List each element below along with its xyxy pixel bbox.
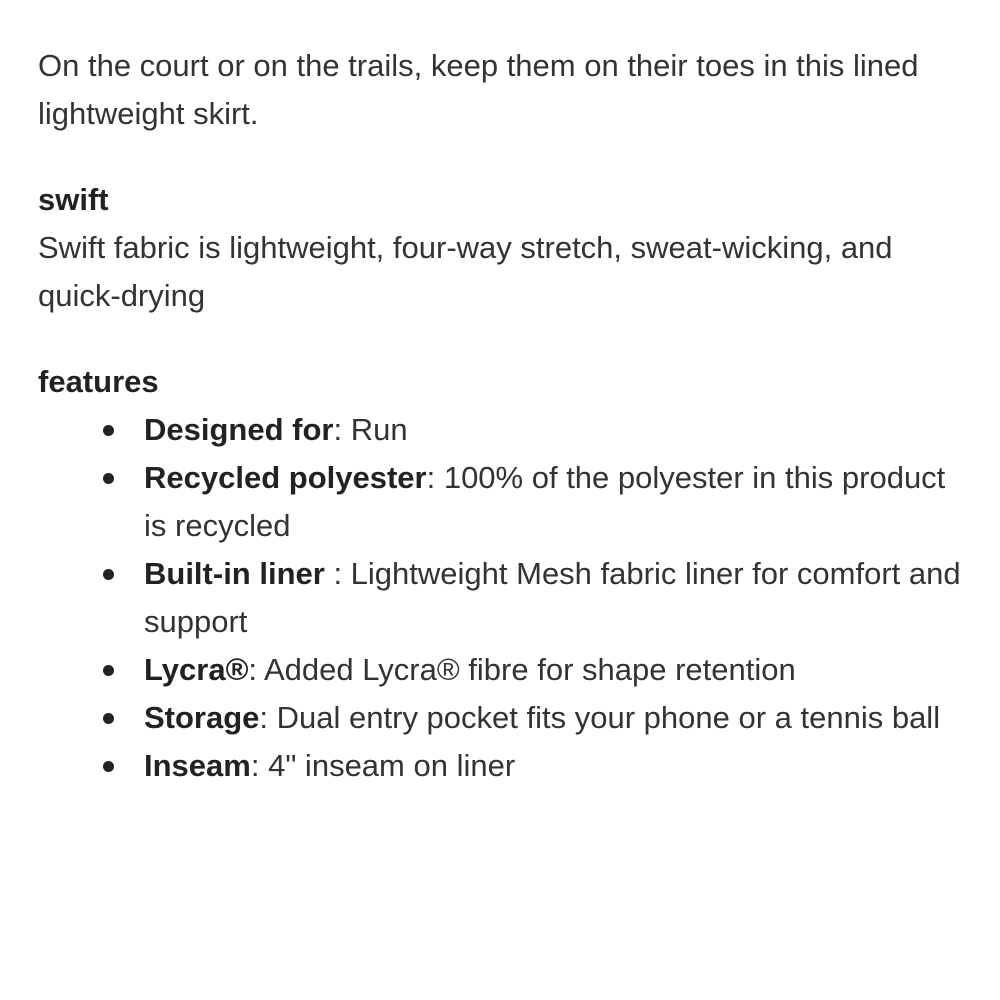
feature-item-built-in-liner (144, 550, 968, 646)
feature-separator: : (324, 556, 351, 591)
feature-separator: : (333, 412, 351, 447)
bullet-icon (103, 425, 114, 436)
bullet-icon (103, 569, 114, 580)
feature-description: Dual entry pocket fits your phone or a tennis ball (276, 700, 941, 735)
feature-separator: : (250, 748, 269, 783)
feature-term: Lycra® (144, 652, 249, 687)
feature-separator: : (259, 700, 277, 735)
features-list (38, 406, 968, 790)
feature-term: Recycled polyester (144, 460, 427, 495)
intro-text: On the court or on the trails, keep them on their toes in this lined lightweight skirt. (38, 48, 919, 131)
feature-description: Run (350, 412, 408, 447)
product-description (38, 42, 968, 790)
feature-separator: : (426, 460, 444, 495)
feature-term: Inseam (144, 748, 251, 783)
feature-description: 4" inseam on liner (268, 748, 516, 783)
feature-item-lycra (144, 646, 968, 694)
feature-item-inseam (144, 742, 968, 790)
swift-heading: swift (38, 182, 109, 217)
feature-term: Designed for (144, 412, 334, 447)
swift-text: Swift fabric is lightweight, four-way stretch, sweat-wicking, and quick-drying (38, 230, 893, 313)
bullet-icon (103, 761, 114, 772)
feature-description: Added Lycra® fibre for shape retention (263, 652, 796, 687)
feature-term: Storage (144, 700, 260, 735)
features-heading: features (38, 364, 159, 399)
bullet-icon (103, 473, 114, 484)
feature-item-designed-for (144, 406, 968, 454)
bullet-icon (103, 713, 114, 724)
feature-item-recycled-polyester (144, 454, 968, 550)
feature-description: 100% of the polyester in this product is recycled (144, 460, 946, 543)
feature-term: Built-in liner (144, 556, 325, 591)
feature-separator: : (248, 652, 264, 687)
feature-item-storage (144, 694, 968, 742)
feature-description: Lightweight Mesh fabric liner for comfort and support (144, 556, 961, 639)
bullet-icon (103, 665, 114, 676)
